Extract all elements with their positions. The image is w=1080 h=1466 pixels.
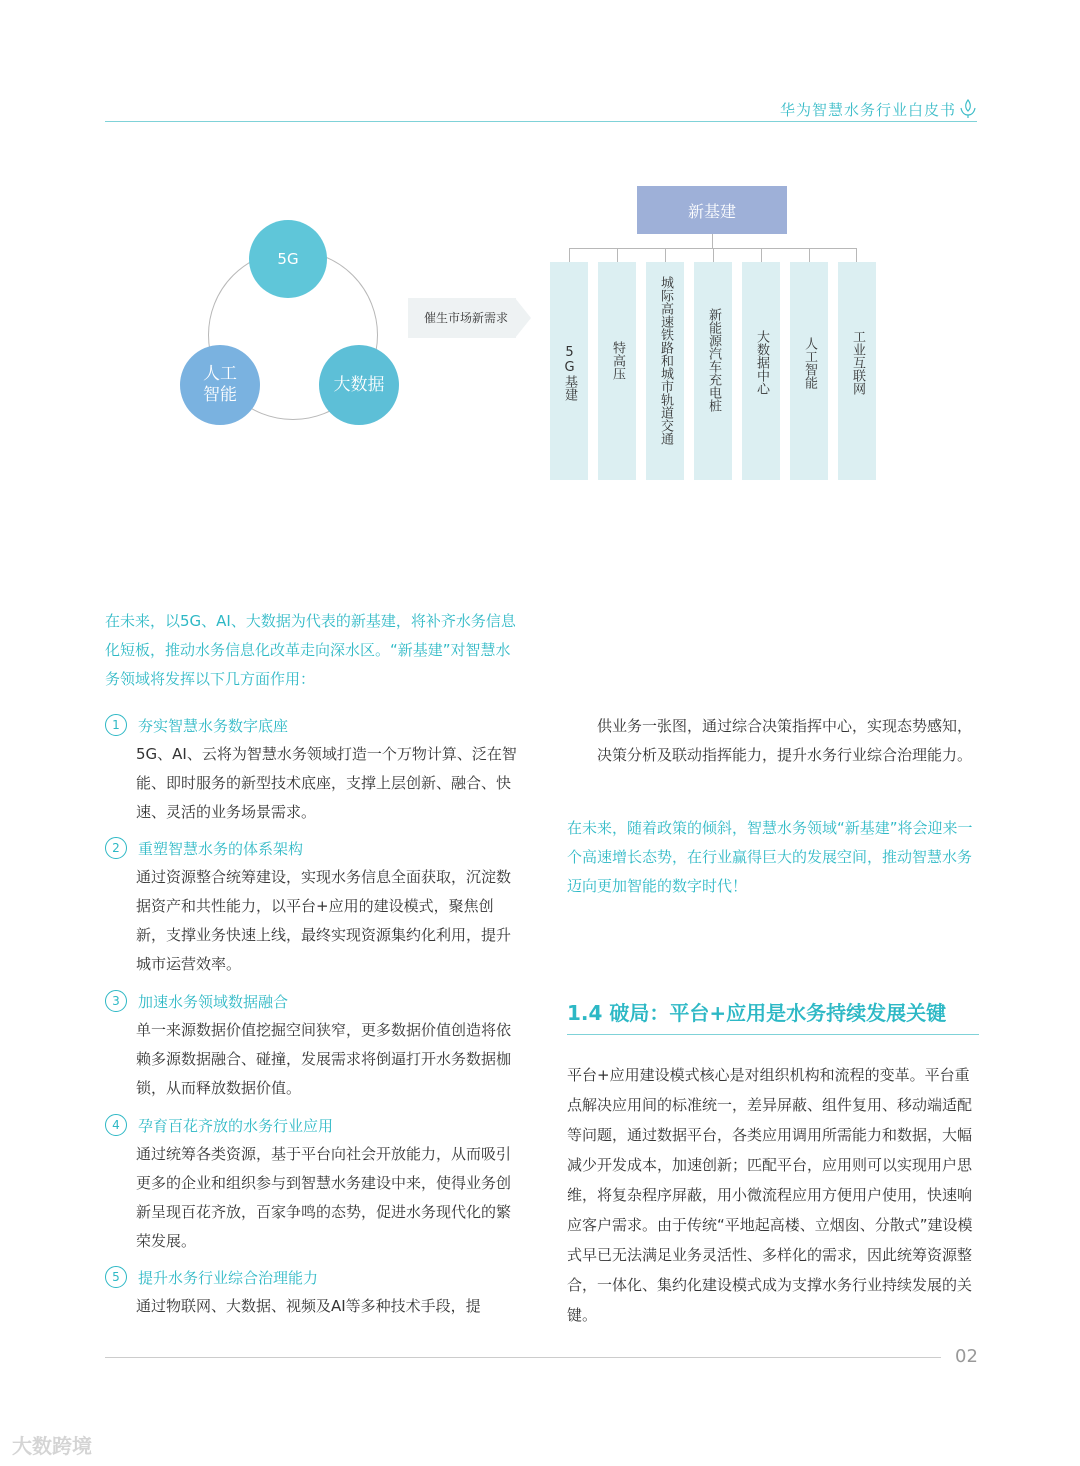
item-title: 夯实智慧水务数字底座 [138,716,289,735]
branch-stem [809,248,810,262]
root-node [637,186,787,234]
section-rule [567,1034,979,1035]
leaf-label-datacenter: 大数据中心 [754,330,769,395]
circle-big-data [319,345,399,425]
item-body: 通过物联网、大数据、视频及AI等多种技术手段，提 [136,1297,481,1315]
leaf-label-uhv: 特高压 [610,341,625,380]
item-title: 加速水务领域数据融合 [138,992,289,1011]
branch-stem [856,248,857,262]
intro-paragraph: 在未来，以5G、AI、大数据为代表的新基建，将补齐水务信息化短板，推动水务信息化改革走向深水区。“新基建”对智慧水务领域将发挥以下几方面作用： [105,612,516,688]
circle-5g-label: 5G [277,249,299,268]
header-rule [105,121,977,122]
branch-stem [665,248,666,262]
footer-rule [105,1357,941,1358]
item-heading [105,1114,333,1136]
branch-stem [569,248,570,262]
item-number: 5 [105,1266,127,1288]
item-number: 1 [105,714,127,736]
item-body: 通过资源整合统筹建设，实现水务信息全面获取，沉淀数据资产和共性能力，以平台+应用的建设模式，聚焦创新，支撑业务快速上线，最终实现资源集约化利用，提升城市运营效率。 [136,868,512,973]
item-heading [105,1266,318,1288]
circle-5g [249,220,327,298]
item-title: 孕育百花齐放的水务行业应用 [138,1116,334,1135]
section-body: 平台+应用建设模式核心是对组织机构和流程的变革。平台重点解决应用间的标准统一，差异屏蔽、组件复用、移动端适配等问题，通过数据平台，各类应用调用所需能力和数据，大幅减少开发成本，加速创新；匹配平台，应用则可以实现用户思维，将复杂程序屏蔽，用小微流程应用方便用户使用，快速响应客户需求。由于传统“平地起高楼、立烟囱、分散式”建设模式早已无法满足业务灵活性、多样化的需求，因此统筹资源整合，一体化、集约化建设模式成为支撑水务行业持续发展的关键。 [567,1066,973,1324]
item-number: 3 [105,990,127,1012]
circle-ai-label: 人工 智能 [203,364,237,405]
item-title: 提升水务行业综合治理能力 [138,1268,319,1287]
circle-ai [180,345,260,425]
arrow-label: 催生市场新需求 [423,311,508,325]
branch-stem [761,248,762,262]
highlight-paragraph: 在未来，随着政策的倾斜，智慧水务领域“新基建”将会迎来一个高速增长态势，在行业赢得巨大的发展空间，推动智慧水务迈向更加智能的数字时代！ [567,819,973,895]
leaf-label-ai: 人工智能 [802,337,817,389]
item-5-continuation: 供业务一张图，通过综合决策指挥中心，实现态势感知，决策分析及联动指挥能力，提升水务行业综合治理能力。 [597,717,973,764]
leaf-label-ev: 新能源汽车充电桩 [706,308,721,412]
item-title: 重塑智慧水务的体系架构 [138,839,304,858]
item-heading [105,714,288,736]
leaf-label-rail: 城际高速铁路和城市轨道交通 [658,276,673,445]
leaf-label-iiot: 工业互联网 [850,330,865,395]
root-node-label: 新基建 [687,201,736,221]
leaf-label-5g: 5G基建 [562,345,577,401]
branch-stem [617,248,618,262]
item-heading [105,990,288,1012]
item-number: 2 [105,837,127,859]
circle-big-data-label: 大数据 [333,374,385,395]
flower-logo-icon [959,98,977,118]
item-body: 通过统筹各类资源，基于平台向社会开放能力，从而吸引更多的企业和组织参与到智慧水务建设中来，使得业务创新呈现百花齐放，百家争鸣的态势，促进水务现代化的繁荣发展。 [136,1145,512,1250]
root-connector [712,234,713,248]
header-title: 华为智慧水务行业白皮书 [779,101,956,119]
item-heading [105,837,303,859]
item-body: 单一来源数据价值挖掘空间狭窄，更多数据价值创造将依赖多源数据融合、碰撞，发展需求将倒逼打开水务数据枷锁，从而释放数据价值。 [136,1021,512,1097]
page-number: 02 [955,1346,978,1367]
section-heading: 1.4 破局：平台+应用是水务持续发展关键 [567,1001,947,1025]
branch-stem [713,248,714,262]
item-body: 5G、AI、云将为智慧水务领域打造一个万物计算、泛在智能、即时服务的新型技术底座，支撑上层创新、融合、快速、灵活的业务场景需求。 [136,745,517,821]
watermark: 大数跨境 [12,1434,92,1458]
item-number: 4 [105,1114,127,1136]
